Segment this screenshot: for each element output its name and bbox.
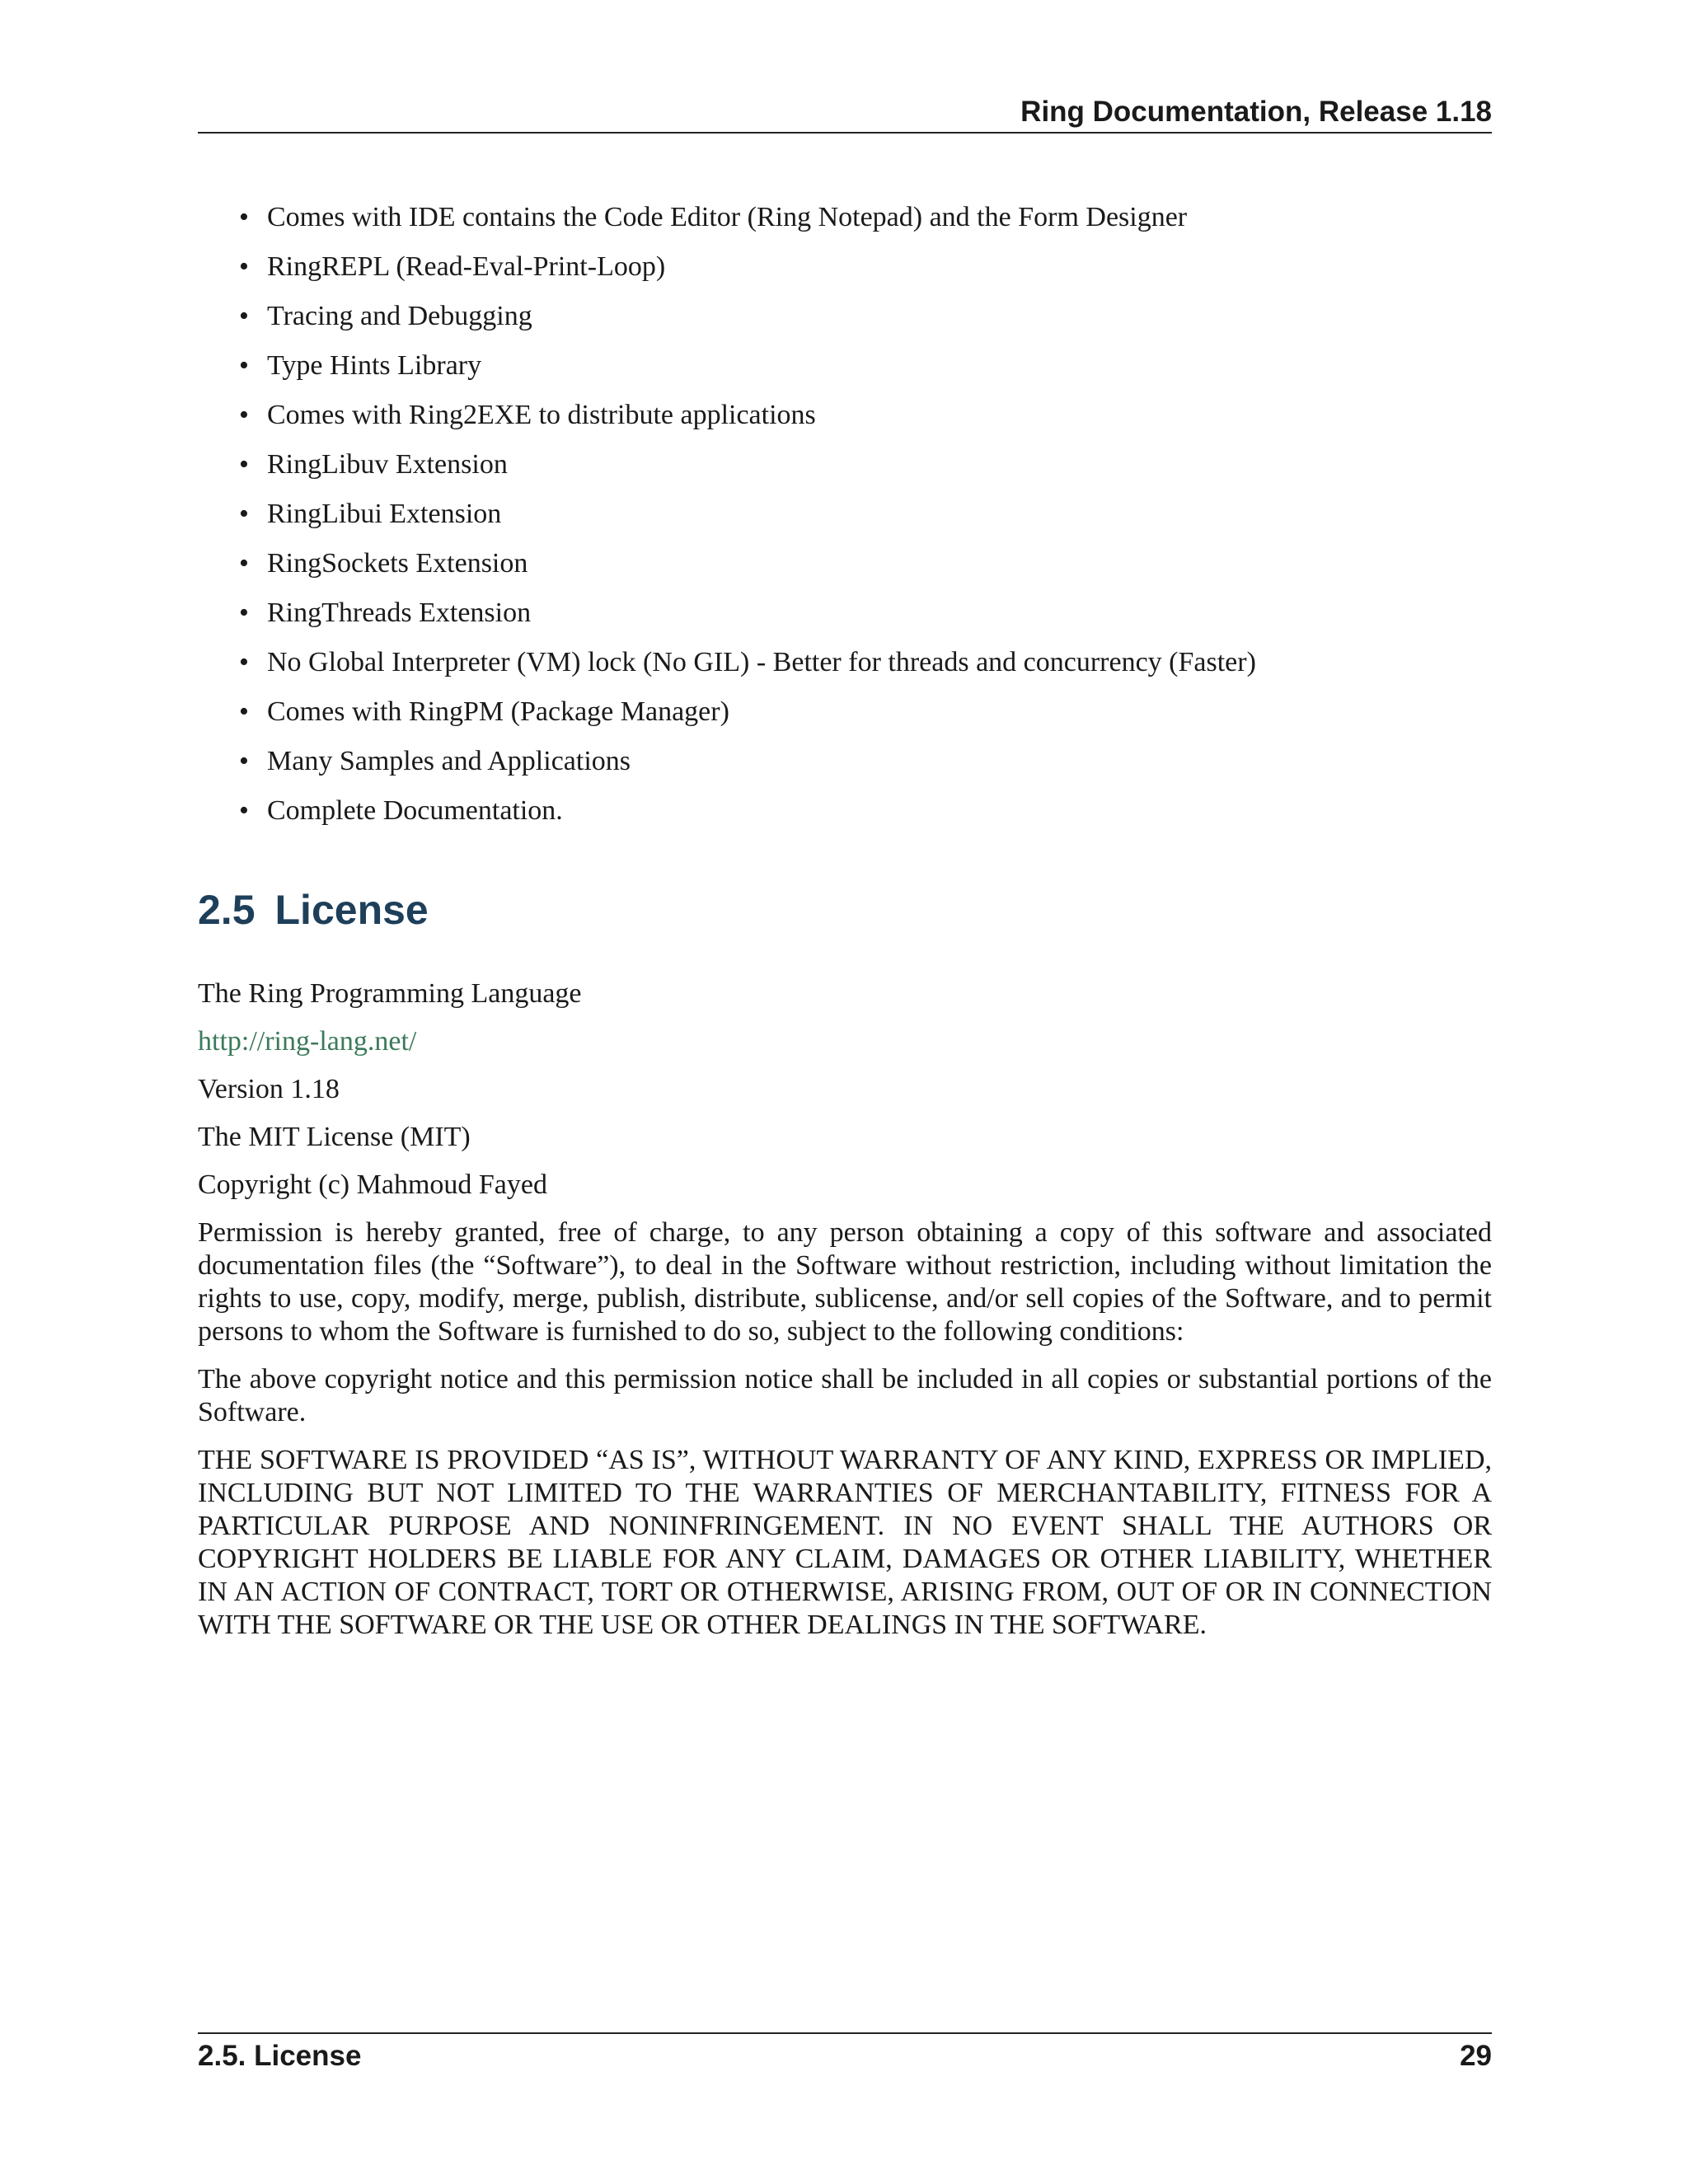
list-item: • Comes with IDE contains the Code Editor (Ring Notepad) and the Form Designer [239,193,1492,242]
list-item: • RingLibuv Extension [239,440,1492,490]
page-footer [198,2032,1492,2079]
list-item: • Many Samples and Applications [239,737,1492,786]
list-item: • RingSockets Extension [239,539,1492,588]
page-number: 29 [1460,2040,1492,2072]
footer-section-label: 2.5. License [198,2040,362,2072]
disclaimer-paragraph: THE SOFTWARE IS PROVIDED “AS IS”, WITHOUT WARRANTY OF ANY KIND, EXPRESS OR IMPLIED, INCLUDING BUT NOT LIMITED TO THE WARRANTIES OF MERCHANTABILITY, FITNESS FOR A PARTICULAR PURPOSE AND NONINFRINGEMENT. IN NO EVENT SHALL THE AUTHORS OR COPYRIGHT HOLDERS BE LIABLE FOR ANY CLAIM, DAMAGES OR OTHER LIABILITY, WHETHER IN AN ACTION OF CONTRACT, TORT OR OTHERWISE, ARISING FROM, OUT OF OR IN CONNECTION WITH THE SOFTWARE OR THE USE OR OTHER DEALINGS IN THE SOFTWARE. [198,1445,1492,1640]
feature-list [239,193,1492,836]
list-item: • Type Hints Library [239,341,1492,391]
section-title: License [274,887,429,933]
document-title: Ring Documentation, Release 1.18 [1020,96,1492,128]
license-content [198,977,1492,1657]
url-paragraph [198,1025,1492,1058]
list-item: • Comes with Ring2EXE to distribute applications [239,391,1492,440]
section-number: 2.5 [198,887,256,933]
list-item: • RingLibui Extension [239,490,1492,539]
list-item: • Comes with RingPM (Package Manager) [239,687,1492,737]
product-name: The Ring Programming Language [198,978,582,1009]
permission-paragraph: Permission is hereby granted, free of charge, to any person obtaining a copy of this software and associated documentation files (the “Software”), to deal in the Software without restriction, including without limitation the rights to use, copy, modify, merge, publish, distribute, sublicense, and/or sell copies of the Software, and to permit persons to whom the Software is furnished to do so, subject to the following conditions: [198,1217,1492,1347]
list-item: • Tracing and Debugging [239,292,1492,341]
license-name: The MIT License (MIT) [198,1122,471,1152]
ring-website-link[interactable]: http://ring-lang.net/ [198,1026,417,1057]
page-header [198,92,1492,134]
list-item: • RingThreads Extension [239,588,1492,638]
section-heading [198,883,429,936]
list-item: • RingREPL (Read-Eval-Print-Loop) [239,242,1492,292]
version-text: Version 1.18 [198,1074,340,1104]
notice-paragraph: The above copyright notice and this permission notice shall be included in all copies or substantial portions of the Software. [198,1364,1492,1427]
list-item: • Complete Documentation. [239,786,1492,836]
list-item: • No Global Interpreter (VM) lock (No GIL) - Better for threads and concurrency (Faster) [239,638,1492,687]
copyright-text: Copyright (c) Mahmoud Fayed [198,1169,547,1200]
